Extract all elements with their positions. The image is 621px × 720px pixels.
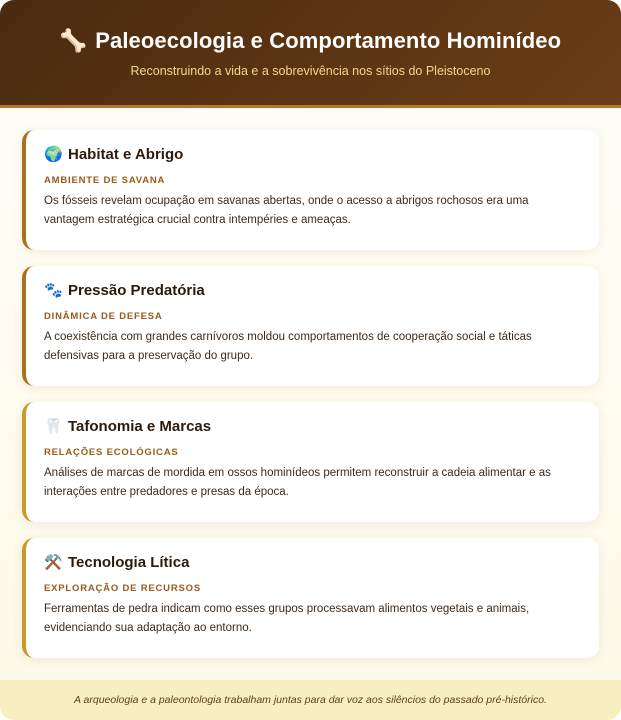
card-header: [44, 418, 581, 435]
card-habitat: [22, 130, 599, 250]
card-tag: DINÂMICA DE DEFESA: [44, 311, 163, 322]
page-footer: [0, 680, 621, 720]
card-tag: RELAÇÕES ECOLÓGICAS: [44, 447, 179, 458]
card-header: [44, 282, 581, 299]
card-tag: AMBIENTE DE SAVANA: [44, 175, 166, 186]
card-predation: [22, 266, 599, 386]
tooth-icon: 🦷: [44, 418, 63, 435]
title-row: [0, 28, 621, 54]
page-header: [0, 0, 621, 108]
page-title: Paleoecologia e Comportamento Hominídeo: [95, 28, 562, 53]
card-title: Tecnologia Lítica: [68, 554, 190, 571]
globe-icon: 🌍: [44, 146, 63, 163]
card-text: Análises de marcas de mordida em ossos hominídeos permitem reconstruir a cadeia alimentar e as interações entre predadores e presas da época.: [44, 467, 551, 498]
card-title: Habitat e Abrigo: [68, 146, 184, 163]
paw-prints-icon: 🐾: [44, 282, 63, 299]
card-text: Ferramentas de pedra indicam como esses grupos processavam alimentos vegetais e animais, evidenciando sua adaptação ao entorno.: [44, 603, 530, 634]
hammer-and-pick-icon: ⚒️: [44, 554, 63, 571]
card-lithic-technology: [22, 538, 599, 658]
card-taphonomy: [22, 402, 599, 522]
page-subtitle: Reconstruindo a vida e a sobrevivência nos sítios do Pleistoceno: [130, 64, 491, 78]
card-text: A coexistência com grandes carnívoros moldou comportamentos de cooperação social e táticas defensivas para a preservação do grupo.: [44, 331, 532, 362]
card-tag: EXPLORAÇÃO DE RECURSOS: [44, 583, 201, 594]
card-title: Pressão Predatória: [68, 282, 205, 299]
card-text: Os fósseis revelam ocupação em savanas abertas, onde o acesso a abrigos rochosos era uma vantagem estratégica crucial contra intempéries e ameaças.: [44, 195, 529, 226]
card-header: [44, 554, 581, 571]
card-header: [44, 146, 581, 163]
footer-text: A arqueologia e a paleontologia trabalham juntas para dar voz aos silêncios do passado pré-histórico.: [74, 694, 547, 706]
card-title: Tafonomia e Marcas: [68, 418, 212, 435]
card-list: [0, 108, 621, 658]
bone-icon: 🦴: [59, 28, 88, 53]
